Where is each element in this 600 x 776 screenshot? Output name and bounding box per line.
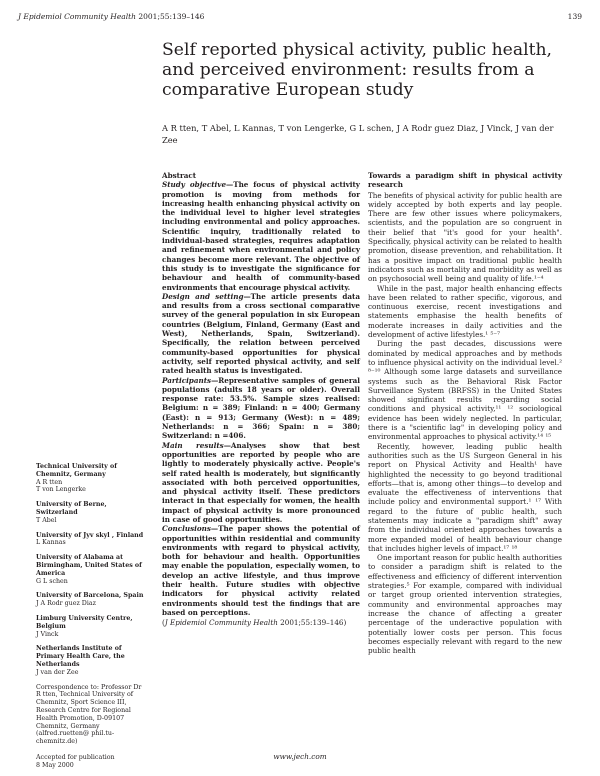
author-list: A R tten, T Abel, L Kannas, T von Lengerke, G L schen, J A Rodr guez Diaz, J Vinck, J van der Zee (162, 123, 554, 145)
affiliation-institution: Limburg University Centre, Belgium (36, 614, 133, 630)
affiliation-names: J A Rodr guez Diaz (36, 600, 96, 608)
abstract-label: Design and setting (162, 291, 244, 301)
accepted-date: Accepted for publication 8 May 2000 (36, 753, 115, 769)
abstract-text: —The paper shows the potential of opportunities within residential and community environments with regard to physical activity, both for behaviour and health. Opportunities may enable the population, especially women, to develop an active lifestyle, and thus improve their health. Future studies with objective indicators for physical activity related environments should test the findings that are based on perceptions. (162, 524, 360, 617)
abstract-text: —Representative samples of general populations (adults 18 years or older). Overall response rate: 53.5%. Sample sizes realised: Belgium: n = 389; Finland: n = 400; Germany (East): n = 913; Germany (West): n = 489; Netherlands: n = 366; Spain: n = 380; Switzerland: n =406. (162, 375, 360, 441)
abstract-label: Participants (162, 375, 212, 385)
affiliation (36, 532, 144, 548)
citation-journal: J Epidemiol Community Health (164, 618, 278, 628)
abstract-section (162, 524, 360, 617)
body-paragraph: One important reason for public health authorities to consider a paradigm shift is related to the effectiveness and efficiency of different intervention strategies.⁵ For example, compared with individual or target group oriented intervention strategies, community and environmental approaches may increase the chance of affecting a greater percentage of the underactive population with potentially lower costs per person. This focus becomes especially relevant with regard to the new public health (368, 553, 562, 656)
article-title: Self reported physical activity, public health, and perceived environment: results from a comparative European study (162, 40, 553, 100)
abstract-text: —The focus of physical activity promotion is moving from methods for increasing health enhancing physical activity on the individual level to higher level strategies including environmental and policy approaches. Scientific inquiry, traditionally related to individual-based strategies, requires adaptation and refinement when environmental and policy changes become more relevant. The objective of this study is to investigate the significance for behaviour and health of community-based environments that encourage physical activity. (162, 180, 360, 292)
affiliation-institution: University of Alabama at Birmingham, United States of America (36, 554, 142, 577)
correspondence: Correspondence to: Professor Dr R tten, Technical University of Chemnitz, Sport Science III, Research Centre for Regional Health Promotion, D-09107 Chemnitz, Germany (alfred.ruetten@ phil.tu-chemnitz.de) (36, 683, 142, 746)
abstract-heading: Abstract (162, 171, 197, 180)
affiliation (36, 501, 144, 524)
affiliation-names: T Abel (36, 516, 57, 524)
affiliation (36, 592, 144, 608)
affiliation-names: J Vinck (36, 630, 59, 638)
affiliation-names: J van der Zee (36, 668, 79, 676)
abstract-text: —Analyses show that best opportunities are reported by people who are lightly to moderately physically active. People's self rated health is moderately, but significantly associated with both perceived opportunities, and physical activity itself. These predictors interact in that especially for women, the health impact of physical activity is more pronounced in case of good opportunities. (162, 440, 360, 524)
citation-rest: 2001;55:139–146) (277, 618, 347, 628)
abstract-section (162, 180, 360, 292)
page-number: 139 (567, 12, 582, 21)
footer-url: www.jech.com (273, 752, 327, 761)
affiliation-institution: Technical University of Chemnitz, Germany (36, 463, 117, 478)
affiliation-institution: University of Berne, Switzerland (36, 501, 107, 516)
abstract-text: —The article presents data and results from a cross sectional comparative survey of the general population in six European countries (Belgium, Finland, Germany (East and West), Netherlands, Spain, Switzerland). Specifically, the relation between perceived community-based opportunities for physical activity, self reported physical activity, and self rated health status is investigated. (162, 291, 360, 376)
journal-name: J Epidemiol Community Health (18, 12, 136, 21)
abstract-label: Main results (162, 440, 224, 450)
body-paragraph: While in the past, major health enhancing effects have been related to rather specific, vigorous, and continuous exercise, recent investigations and statements emphasise the health benefits of moderate increases in daily activities and the development of active lifestyles.¹ ⁵⁻⁷ (368, 283, 562, 340)
affiliation-institution: University of Barcelona, Spain (36, 592, 144, 600)
affiliation-institution: Netherlands Institute of Primary Health Care, the Netherlands (36, 645, 125, 668)
journal-citation: 2001;55:139–146 (135, 12, 205, 21)
abstract (162, 171, 360, 628)
abstract-section (162, 292, 360, 376)
abstract-section (162, 441, 360, 525)
affiliation-names: G L schen (36, 577, 68, 585)
affiliation-institution: University of Jyv skyl , Finland (36, 531, 144, 539)
running-head (18, 12, 204, 21)
body-paragraph: Recently, however, leading public health authorities such as the US Surgeon General in his report on Physical Activity and Health¹ have highlighted the necessity to go beyond traditional efforts—that is, among other things—to develop and evaluate the effectiveness of interventions that include policy and environmental support.¹ ¹⁷ With regard to the future of public health, such statements may indicate a "paradigm shift" away from the individual oriented approaches towards a more expanded model of health behaviour change that includes higher levels of impact.¹⁷ ¹⁸ (368, 441, 562, 553)
affiliation-names: A R tten T von Lengerke (36, 478, 86, 494)
affiliation-names: L Kannas (36, 539, 66, 547)
affiliation (36, 463, 144, 494)
affiliation (36, 554, 144, 585)
affiliation (36, 645, 144, 676)
affiliation (36, 615, 144, 638)
abstract-label: Study objective (162, 180, 227, 190)
abstract-label: Conclusions (162, 524, 211, 534)
abstract-section (162, 376, 360, 441)
section-heading: Towards a paradigm shift in physical activity research (368, 171, 562, 190)
main-text (368, 171, 562, 655)
affiliations-sidebar (36, 463, 144, 770)
body-paragraph: The benefits of physical activity for public health are widely accepted by both experts and lay people. There are few other issues where policymakers, scientists, and the population are so congruent in their belief that "it's good for your health". Specifically, physical activity can be related to health promotion, disease prevention, and rehabilitation. It has a positive impact on traditional public health indicators such as mortality and morbidity as well as on psychosocial well being and quality of life.¹⁻⁴ (368, 190, 562, 284)
abstract-citation: (J Epidemiol Community Health 2001;55:139–146) (162, 618, 347, 628)
body-paragraph: During the past decades, discussions were dominated by medical approaches and by methods to influence physical activity on the individual level.² ⁸⁻¹⁰ Although some large datasets and surveillance systems such as the Behavioral Risk Factor Surveillance System (BRFSS) in the United States showed significant results regarding social conditions and physical activity,¹¹ ¹² sociological evidence has been widely neglected. In particular, there is a "scientific lag" in developing policy and environmental approaches to physical activity.¹⁴ ¹⁵ (368, 339, 562, 442)
